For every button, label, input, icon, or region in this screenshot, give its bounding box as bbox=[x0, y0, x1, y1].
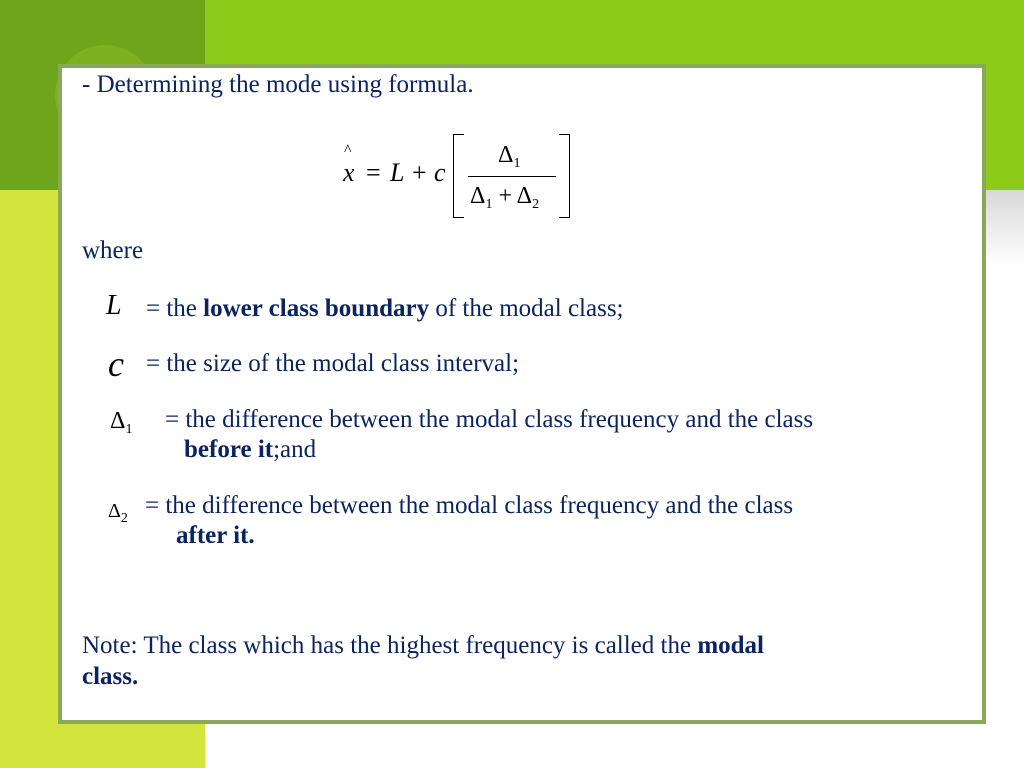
def-c-text: = the size of the modal class interval; bbox=[146, 350, 520, 377]
def-L-symbol: L bbox=[106, 290, 122, 321]
formula-denominator: $\Delta_1 + \Delta_2$ bbox=[470, 183, 540, 212]
background-right-gradient bbox=[985, 190, 1024, 265]
def-delta1-continuation: before it;and bbox=[184, 436, 317, 463]
formula-L: L bbox=[390, 158, 405, 187]
def-delta1-symbol: $\Delta_1$ bbox=[110, 408, 133, 437]
def-c-symbol: c bbox=[108, 344, 124, 384]
note-continuation: class. bbox=[82, 663, 139, 690]
formula-hat: ^ bbox=[344, 142, 352, 159]
formula-x: x bbox=[343, 158, 355, 187]
where-label: where bbox=[82, 237, 144, 264]
content-panel bbox=[58, 64, 986, 724]
note-text: Note: The class which has the highest frequency is called the modal bbox=[82, 632, 765, 659]
def-delta2-text: = the difference between the modal class frequency and the class bbox=[145, 492, 794, 519]
formula-equals: = bbox=[366, 158, 381, 187]
formula-right-bracket bbox=[559, 134, 570, 218]
formula-fraction-line bbox=[468, 176, 556, 177]
formula-c: c bbox=[434, 158, 446, 187]
def-delta2-continuation: after it. bbox=[176, 522, 255, 549]
def-delta2-symbol: $\Delta_2$ bbox=[108, 500, 128, 526]
formula-plus: + bbox=[412, 158, 427, 187]
def-L-text: = the lower class boundary of the modal class; bbox=[146, 295, 624, 322]
formula-numerator: $\Delta_1$ bbox=[498, 142, 521, 171]
def-delta1-text: = the difference between the modal class frequency and the class bbox=[165, 406, 814, 433]
formula-left-bracket bbox=[453, 134, 464, 218]
slide-heading: - Determining the mode using formula. bbox=[82, 71, 474, 98]
